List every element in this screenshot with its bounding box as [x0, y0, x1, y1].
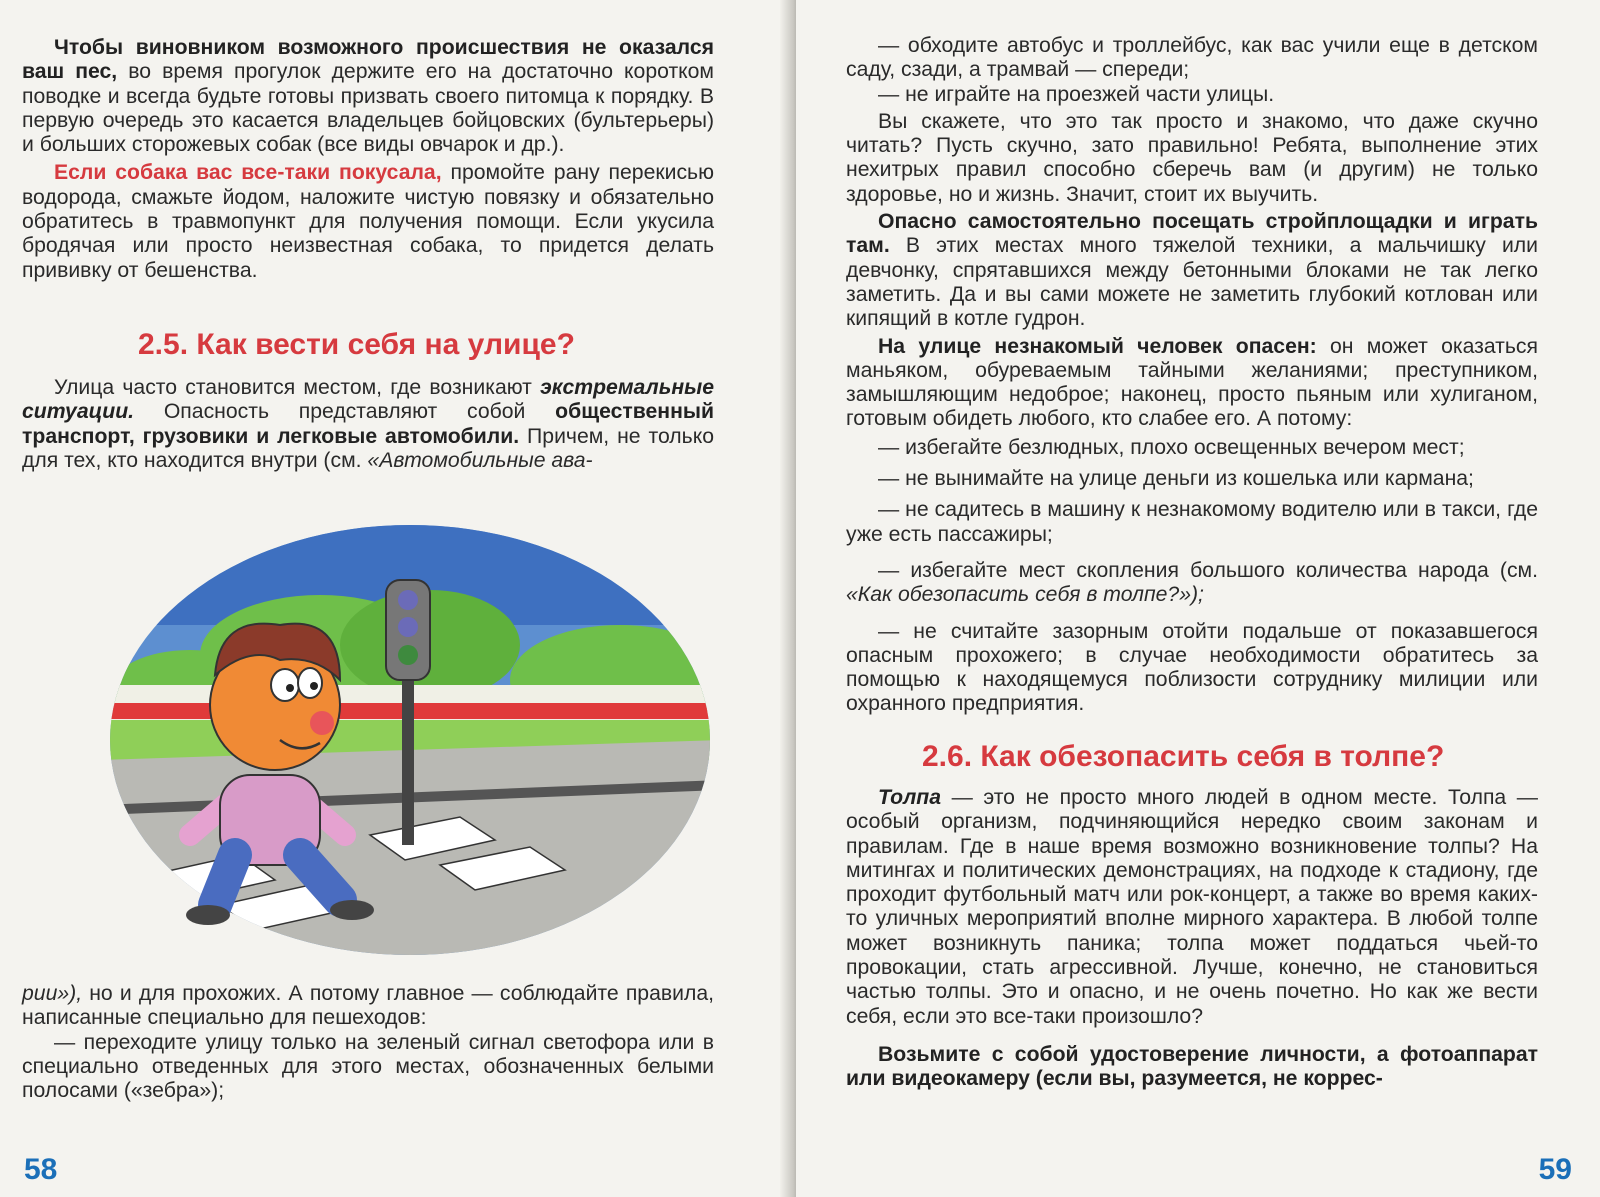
rule-avoid-deserted: — избегайте безлюдных, плохо освещенных вечером мест;: [878, 435, 1465, 459]
left-text-top: [22, 36, 714, 283]
paragraph-dog-bite: Если собака вас все-таки покусала, промойте рану перекисью водорода, смажьте йодом, наложите чистую повязку и обязательно обратитесь в травмопункт для получения помощи. Если укусила бродячая или просто неизвестная собака, то придется делать прививку от бешенства.: [22, 161, 714, 282]
right-text-top: [846, 34, 1538, 717]
paragraph-street-danger: Улица часто становится местом, где возникают экстремальные ситуации. Опасность представляют собой общественный транспорт, грузовики и легковые автомобили. Причем, не только для тех, кто находится внутри (см. «Автомобильные ава-: [22, 376, 714, 472]
page-number-left: 58: [24, 1153, 58, 1186]
right-text-crowd: [846, 786, 1538, 1092]
right-page: [796, 0, 1600, 1197]
paragraph-construction: Опасно самостоятельно посещать стройплощадки и играть там. В этих местах много тяжелой техники, а мальчишку или девчонку, спрятавшихся между бетонными блоками не так легко заметить. Да и вы сами можете не заметить глубокий котлован или кипящий в котле гудрон.: [846, 210, 1538, 331]
paragraph-boring: Вы скажете, что это так просто и знакомо, что даже скучно читать? Пусть скучно, зато правильно! Ребята, выполнение этих нехитрых правил способно сберечь вам (и другим) не только здоровье, но и жизнь. Значит, стоит их выучить.: [846, 109, 1538, 206]
rule-walk-away: — не считайте зазорным отойти подальше от показавшегося опасным прохожего; в случае необходимости обратитесь за помощью к находящемуся поблизости сотруднику милиции или охранного предприятия.: [846, 619, 1538, 716]
rule-crowds: — избегайте мест скопления большого количества народа (см. «Как обезопасить себя в толпе?»);: [846, 558, 1538, 607]
rule-bus-tram: — обходите автобус и троллейбус, как вас учили еще в детском саду, сзади, а трамвай — спереди;: [846, 34, 1538, 82]
section-heading-crowd: 2.6. Как обезопасить себя в толпе?: [922, 740, 1445, 773]
paragraph-pedestrian-rules: рии»), но и для прохожих. А потому главное — соблюдайте правила, написанные специально для пешеходов:: [22, 982, 714, 1030]
page-number-right: 59: [1538, 1153, 1572, 1186]
rule-money: — не вынимайте на улице деньги из кошелька или кармана;: [878, 467, 1474, 491]
rule-green-light: — переходите улицу только на зеленый сигнал светофора или в специально отведенных для этого местах, обозначенных белыми полосами («зебра»);: [22, 1030, 714, 1103]
illustration-boy-crossing: [100, 505, 720, 965]
paragraph-stranger: На улице незнакомый человек опасен: он может оказаться маньяком, обуреваемым тайными желаниями; преступником, замышляющим недоброе; наконец, просто пьяным или хулиганом, готовым обидеть любого, кто слабее его. А потому:: [846, 334, 1538, 431]
left-text-street: [22, 376, 714, 473]
left-page: [0, 0, 790, 1197]
section-heading-street: 2.5. Как вести себя на улице?: [138, 328, 575, 361]
paragraph-crowd: Толпа — это не просто много людей в одном месте. Толпа — особый организм, подчиняющийся нередко своим законам и правилам. Где в наше время возможно возникновение толпы? На митингах и политических демонстрациях, на подходе к стадиону, где проходит футбольный матч или рок-концерт, а также во время каких-то уличных мероприятий вполне мирного характера. В любой толпе может возникнуть паника; толпа может поддаться чьей-то провокации, стать агрессивной. Лучше, конечно, не становиться частью толпы. Это и опасно, и не очень почетно. Но как же вести себя, если это все-таки произошло?: [846, 786, 1538, 1028]
left-text-bottom: [22, 982, 714, 1103]
paragraph-take-id: Возьмите с собой удостоверение личности, а фотоаппарат или видеокамеру (если вы, разумеется, не коррес-: [846, 1042, 1538, 1091]
rule-no-play: — не играйте на проезжей части улицы.: [878, 82, 1275, 106]
paragraph-dog-control: Чтобы виновником возможного происшествия не оказался ваш пес, во время прогулок держите его на достаточно коротком поводке и всегда будьте готовы призвать своего питомца к порядку. В первую очередь это касается владельцев бойцовских (бультерьеры) и больших сторожевых собак (все виды овчарок и др.).: [22, 36, 715, 157]
rule-car: — не садитесь в машину к незнакомому водителю или в такси, где уже есть пассажиры;: [846, 498, 1538, 546]
